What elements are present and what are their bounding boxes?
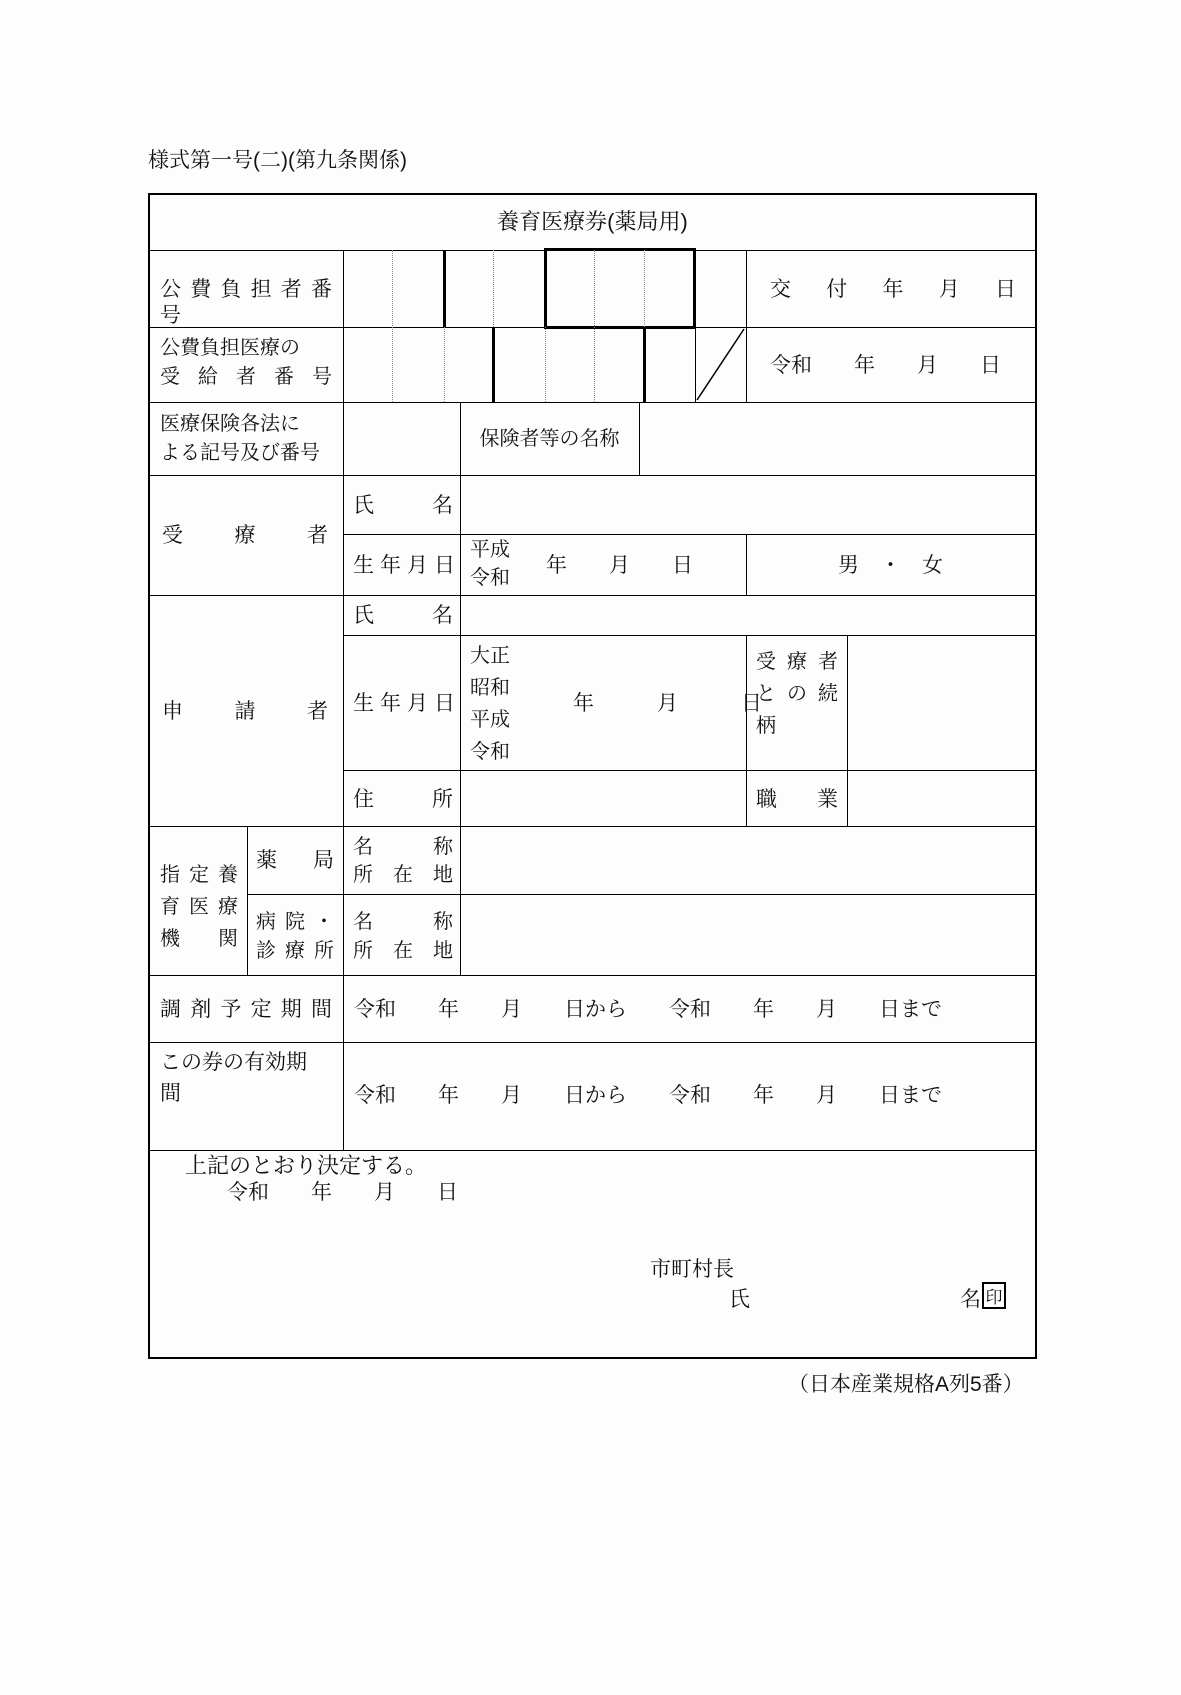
applicant-birth-units: 年 月 日 [573,692,762,715]
diagonal-slash-cell [695,327,746,402]
dotted-divider [545,327,546,402]
recipient-number-label-line2: 受 給 者 番 号 [160,366,332,388]
decision-text: 上記のとおり決定する。 [185,1153,428,1178]
dispensing-period-value-line: 令和 年 月 日から 令和 年 月 日まで [354,998,942,1021]
issue-date-era-line: 令和 年 月 日 [770,354,1001,377]
insurance-label-line2: よる記号及び番号 [160,442,320,464]
dotted-divider [444,327,445,402]
grid-line [150,975,1035,976]
applicant-label: 申 請 者 [162,700,328,723]
dotted-divider [594,250,595,402]
hospital-location-label: 所 在 地 [353,940,453,962]
grid-line [343,250,344,1150]
grid-line [847,635,848,826]
facility-label-line2: 育 医 療 [160,896,238,918]
applicant-birth-era-reiwa: 令和 [470,741,510,763]
grid-line [343,770,1035,771]
patient-label: 受 療 者 [162,524,328,547]
facility-label-line1: 指 定 養 [160,864,238,886]
mayor-label: 市町村長 [650,1258,734,1281]
hospital-name-label: 名 称 [353,911,453,933]
grid-line [746,250,747,402]
patient-name-label: 氏 名 [353,494,453,517]
diagonal-slash [695,327,746,402]
issue-date-label: 交 付 年 月 日 [770,278,1016,301]
hospital-label-line1: 病 院 ・ [256,911,334,933]
grid-line [343,534,1035,535]
grid-line [639,402,640,475]
mayor-name-field-right: 名 [960,1288,981,1311]
relation-label-line1: 受 療 者 [756,651,838,673]
payer-number-label: 公 費 負 担 者 番 号 [160,278,332,328]
grid-line [150,402,1035,403]
patient-birth-units: 年 月 日 [546,554,693,577]
mayor-name-field-left: 氏 [729,1288,750,1311]
grid-line [247,894,1035,895]
facility-label-line3: 機 関 [160,928,238,950]
pharmacy-location-label: 所 在 地 [353,864,453,886]
grid-line [460,402,461,975]
seal-placeholder: 印 [982,1282,1006,1309]
digit-group-divider [643,327,646,402]
grid-line [150,826,1035,827]
recipient-number-label-line1: 公費負担医療の [160,337,300,359]
grid-line [247,826,248,975]
decision-date-line: 令和 年 月 日 [227,1181,458,1204]
dotted-divider [644,250,645,327]
validity-period-value-line: 令和 年 月 日から 令和 年 月 日まで [354,1084,942,1107]
paper-size-note: （日本産業規格A列5番） [788,1373,1024,1396]
pharmacy-label: 薬 局 [256,849,334,872]
grid-line [343,635,1035,636]
digit-group-divider [492,327,495,402]
dispensing-period-label: 調 剤 予 定 期 間 [160,998,332,1021]
voucher-form-table [148,193,1037,1359]
hospital-label-line2: 診 療 所 [256,940,334,962]
grid-line [746,635,747,826]
grid-line [150,1042,1035,1043]
digit-group-divider [443,250,446,327]
patient-birth-era-heisei: 平成 [470,539,510,561]
sex-options: 男 ・ 女 [838,554,943,577]
applicant-name-label: 氏 名 [353,604,453,627]
grid-line [150,595,1035,596]
digit-highlight-box [544,248,696,329]
patient-birth-label: 生年月日 [353,554,461,577]
insurer-name-label: 保険者等の名称 [479,428,620,450]
patient-birth-era-reiwa: 令和 [470,567,510,589]
grid-line [150,1150,1035,1151]
applicant-birth-era-showa: 昭和 [470,677,510,699]
dotted-divider [493,250,494,327]
form-title: 養育医療券(薬局用) [497,209,688,234]
pharmacy-name-label: 名 称 [353,836,453,858]
validity-label-line2: 間 [160,1082,181,1105]
dotted-divider [392,250,393,402]
relation-label-line3: 柄 [756,715,776,737]
applicant-birth-label: 生年月日 [353,692,461,715]
form-code-label: 様式第一号(二)(第九条関係) [148,149,407,172]
insurance-label-line1: 医療保険各法に [160,413,300,435]
applicant-birth-era-heisei: 平成 [470,709,510,731]
occupation-label: 職 業 [756,788,838,811]
address-label: 住 所 [353,788,453,811]
applicant-birth-era-taisho: 大正 [470,645,510,667]
grid-line [150,475,1035,476]
relation-label-line2: と の 続 [756,683,838,705]
validity-label-line1: この券の有効期 [160,1051,307,1074]
